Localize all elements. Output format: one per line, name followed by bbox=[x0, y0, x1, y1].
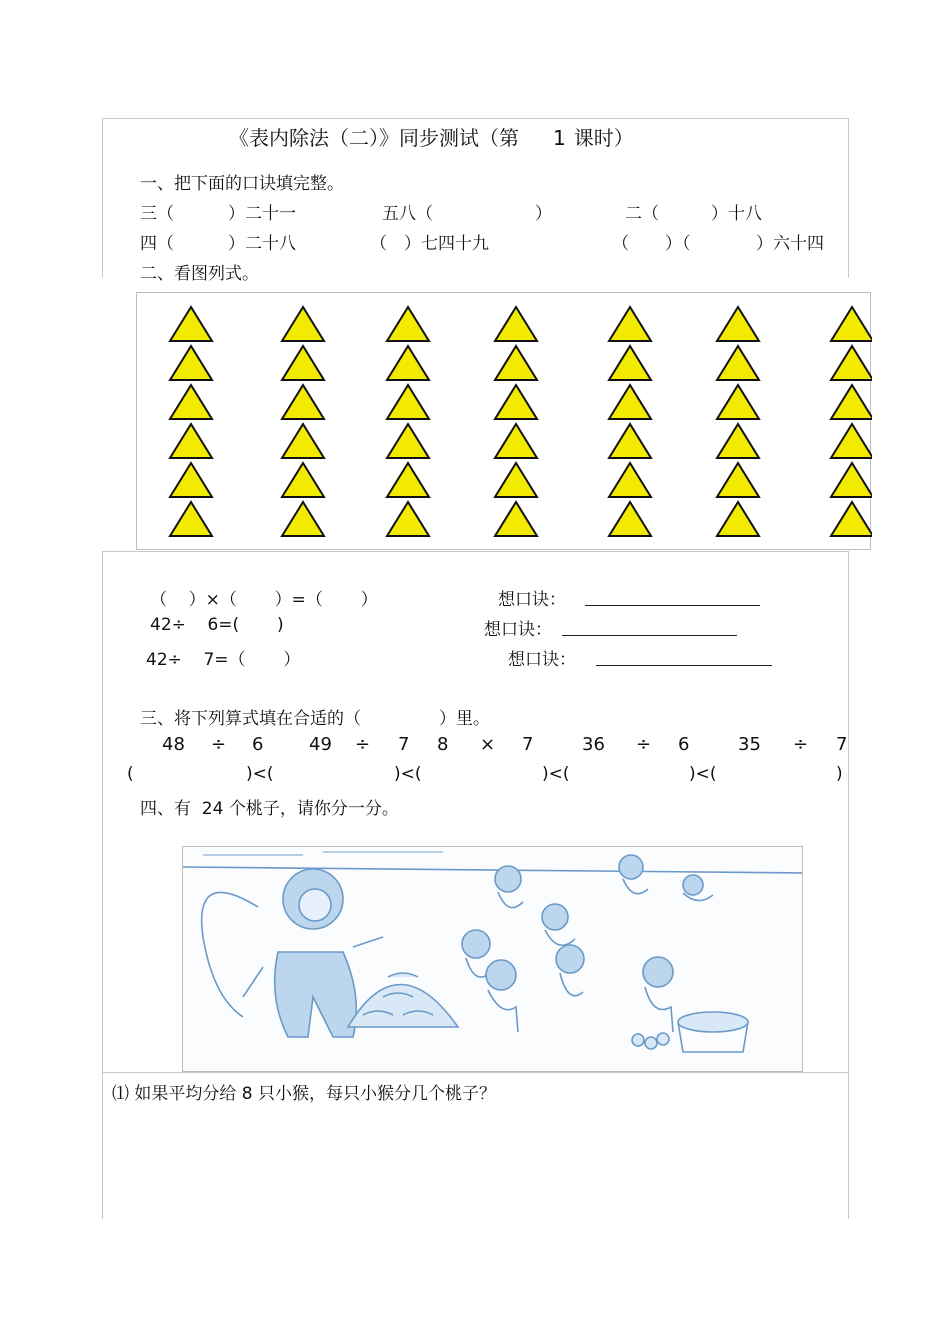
triangle bbox=[495, 385, 537, 419]
mnemonic-r1-c2-end: ） bbox=[535, 204, 552, 224]
page-title bbox=[229, 122, 634, 151]
triangle bbox=[831, 346, 872, 380]
expr-3-b: 7 bbox=[522, 734, 534, 755]
formula-1: （ ）×（ ）=（ ） bbox=[150, 590, 378, 610]
question-1: ⑴ 如果平均分给 8 只小猴，每只小猴分几个桃子？ bbox=[112, 1084, 497, 1104]
background-trees bbox=[203, 852, 443, 855]
expr-4-b: 6 bbox=[678, 734, 690, 755]
frame-divider-line bbox=[102, 551, 849, 552]
triangle bbox=[495, 502, 537, 536]
mnemonic-r1-c3-start: 二（ bbox=[625, 204, 659, 224]
order-paren-2: )<( bbox=[394, 764, 422, 784]
triangle bbox=[609, 424, 651, 458]
triangle bbox=[282, 463, 324, 497]
expr-5-op: ÷ bbox=[793, 734, 809, 755]
triangle bbox=[170, 307, 212, 341]
order-paren-5: ) bbox=[836, 764, 843, 784]
triangle-picture bbox=[136, 292, 871, 550]
triangle bbox=[717, 385, 759, 419]
triangle bbox=[717, 307, 759, 341]
triangle bbox=[282, 502, 324, 536]
triangle bbox=[387, 307, 429, 341]
expr-5-a: 35 bbox=[738, 734, 761, 755]
order-paren-0: ( bbox=[127, 764, 134, 784]
order-paren-3: )<( bbox=[542, 764, 570, 784]
frame-right-line bbox=[848, 118, 849, 278]
triangle bbox=[831, 502, 872, 536]
triangle bbox=[609, 307, 651, 341]
formula-2: 42÷ 6=( ) bbox=[150, 615, 284, 635]
small-monkey-4 bbox=[542, 904, 575, 945]
triangle bbox=[170, 424, 212, 458]
mnemonic-r2-c2-end: ）七四十九 bbox=[404, 234, 489, 254]
title-right: 课时） bbox=[573, 126, 634, 150]
triangle bbox=[495, 424, 537, 458]
triangle bbox=[282, 424, 324, 458]
expr-1-b: 6 bbox=[252, 734, 264, 755]
order-paren-1: )<( bbox=[246, 764, 274, 784]
triangle bbox=[170, 463, 212, 497]
triangle bbox=[609, 385, 651, 419]
frame-divider-line-2 bbox=[102, 1072, 849, 1073]
formula-1-answer-line bbox=[585, 605, 760, 606]
mnemonic-r2-c1-start: 四（ bbox=[140, 234, 174, 254]
expr-5-b: 7 bbox=[836, 734, 848, 755]
horizon-line bbox=[183, 867, 803, 873]
section3-heading-right: ）里。 bbox=[439, 709, 490, 729]
small-monkey-2 bbox=[619, 855, 648, 894]
expr-4-op: ÷ bbox=[636, 734, 652, 755]
triangle bbox=[717, 346, 759, 380]
expr-4-a: 36 bbox=[582, 734, 605, 755]
triangle bbox=[717, 463, 759, 497]
title-left: 《表内除法（二）》同步测试（第 bbox=[229, 126, 519, 150]
small-monkey-8 bbox=[643, 957, 673, 1032]
section1-heading: 一、把下面的口诀填完整。 bbox=[140, 174, 344, 194]
expr-1-a: 48 bbox=[162, 734, 185, 755]
mnemonic-r1-c1-start: 三（ bbox=[140, 204, 174, 224]
formula-2-answer-line bbox=[562, 635, 737, 636]
monkeys-and-peaches-illustration bbox=[182, 846, 803, 1072]
triangle bbox=[831, 424, 872, 458]
triangle bbox=[387, 424, 429, 458]
triangle bbox=[170, 502, 212, 536]
frame-left-line-2 bbox=[102, 551, 103, 1219]
section2-heading: 二、看图列式。 bbox=[140, 264, 259, 284]
mnemonic-r1-c3-end: ）十八 bbox=[711, 204, 762, 224]
expr-3-a: 8 bbox=[437, 734, 449, 755]
triangle bbox=[831, 307, 872, 341]
formula-1-label: 想口诀： bbox=[498, 590, 566, 610]
order-paren-4: )<( bbox=[689, 764, 717, 784]
triangle-grid bbox=[137, 293, 872, 551]
mnemonic-r2-c3-mid: ）（ bbox=[665, 234, 691, 254]
expr-1-op: ÷ bbox=[211, 734, 227, 755]
peach-pile bbox=[348, 973, 458, 1027]
expr-2-op: ÷ bbox=[355, 734, 371, 755]
formula-3: 42÷ 7=（ ） bbox=[146, 650, 301, 670]
tree-stump bbox=[678, 1012, 748, 1052]
frame-right-line-2 bbox=[848, 551, 849, 1219]
expr-3-op: × bbox=[480, 734, 496, 755]
triangle bbox=[282, 346, 324, 380]
big-monkey bbox=[202, 869, 383, 1037]
mnemonic-r2-c1-end: ）二十八 bbox=[228, 234, 296, 254]
triangle bbox=[282, 385, 324, 419]
triangle bbox=[170, 346, 212, 380]
section3-heading-left: 三、将下列算式填在合适的（ bbox=[140, 709, 361, 729]
mnemonic-r2-c3-end: ）六十四 bbox=[756, 234, 824, 254]
title-number: 1 bbox=[553, 126, 566, 150]
illustration-svg bbox=[183, 847, 803, 1072]
triangle bbox=[717, 502, 759, 536]
peaches-on-ground bbox=[632, 1033, 669, 1049]
triangle bbox=[282, 307, 324, 341]
formula-2-label: 想口诀： bbox=[484, 620, 552, 640]
mnemonic-r1-c1-end: ）二十一 bbox=[228, 204, 296, 224]
triangle bbox=[495, 346, 537, 380]
section4-heading: 四、有 24 个桃子，请你分一分。 bbox=[140, 799, 399, 819]
triangle bbox=[387, 346, 429, 380]
triangle bbox=[387, 385, 429, 419]
frame-left-line bbox=[102, 118, 103, 278]
triangle bbox=[717, 424, 759, 458]
expr-2-b: 7 bbox=[398, 734, 410, 755]
small-monkey-7 bbox=[556, 945, 584, 996]
triangle bbox=[609, 502, 651, 536]
frame-top-line bbox=[102, 118, 849, 119]
expr-2-a: 49 bbox=[309, 734, 332, 755]
small-monkey-1 bbox=[495, 866, 523, 908]
section3-heading bbox=[140, 704, 490, 729]
formula-3-label: 想口诀： bbox=[508, 650, 576, 670]
small-monkey-6 bbox=[486, 960, 518, 1032]
triangle bbox=[831, 463, 872, 497]
formula-3-answer-line bbox=[596, 665, 772, 666]
triangle bbox=[609, 346, 651, 380]
triangle bbox=[831, 385, 872, 419]
small-monkey-3 bbox=[683, 875, 713, 901]
triangle bbox=[387, 463, 429, 497]
triangle bbox=[609, 463, 651, 497]
triangle bbox=[387, 502, 429, 536]
triangle bbox=[495, 307, 537, 341]
mnemonic-r2-c2-start: （ bbox=[370, 234, 387, 254]
triangle bbox=[170, 385, 212, 419]
mnemonic-r2-c3-start: （ bbox=[612, 234, 629, 254]
triangle bbox=[495, 463, 537, 497]
mnemonic-r1-c2-start: 五八（ bbox=[382, 204, 433, 224]
